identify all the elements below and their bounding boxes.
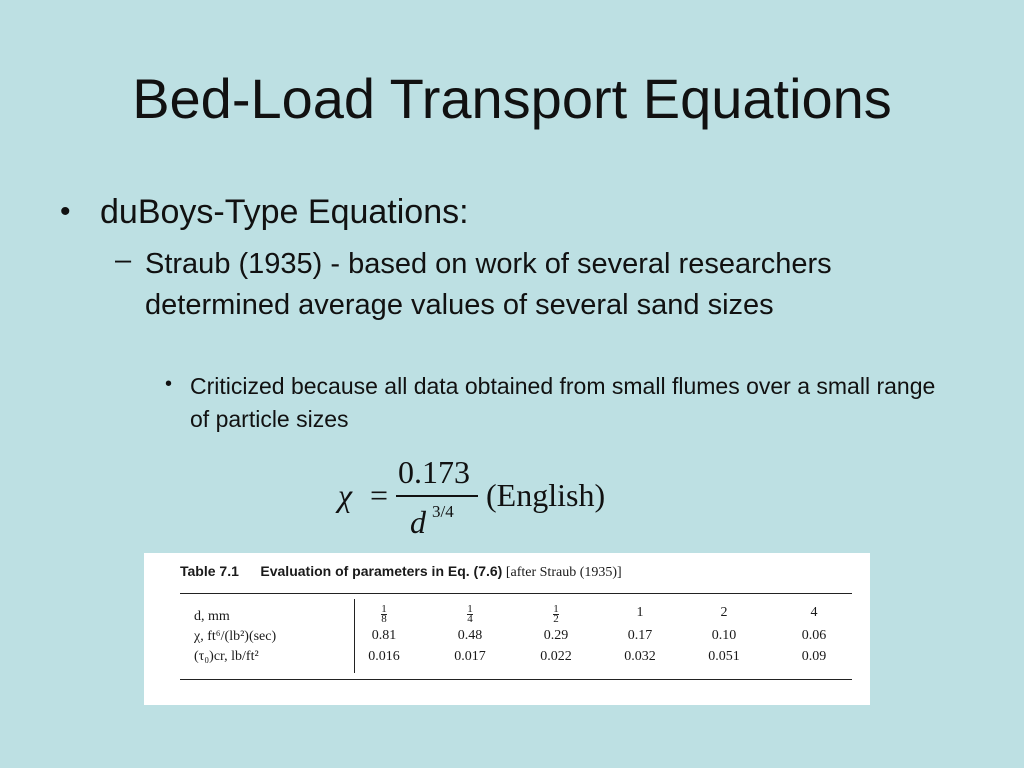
table-bottom-rule [180, 679, 852, 680]
equation-unit-note: (English) [486, 477, 606, 513]
equation-equals: = [370, 477, 389, 513]
cell-d: $\frac{1}{4}$ [467, 603, 473, 625]
row-label-tau: (τ₀)cr, lb/ft² [194, 649, 259, 664]
equation-denominator: d [410, 504, 426, 540]
bullet-level2-text: Straub (1935) - based on work of several researchers determined average values of several sand sizes [145, 248, 832, 321]
table-number: Table 7.1 [180, 563, 239, 579]
bullet-level1-text: duBoys-Type Equations: [100, 193, 469, 231]
equation-exponent: 3/4 [432, 502, 454, 521]
cell-chi: 0.10 [711, 628, 737, 643]
bullet-dash: – [115, 244, 132, 276]
bullet-dot: • [60, 195, 71, 228]
cell-d: 2 [720, 605, 728, 620]
cell-chi: 0.29 [543, 628, 569, 643]
cell-tau: 0.051 [708, 649, 740, 664]
cell-d: $\frac{1}{8}$ [381, 603, 387, 625]
cell-d: $\frac{1}{2}$ [553, 603, 559, 625]
cell-d: 1 [636, 605, 644, 620]
table-source: [after Straub (1935)] [505, 565, 622, 580]
bullet-level3-text: Criticized because all data obtained from small flumes over a small range of particle sizes [190, 373, 936, 432]
cell-d: 4 [810, 605, 818, 620]
cell-chi: 0.17 [627, 628, 653, 643]
slide-title: Bed-Load Transport Equations [132, 67, 892, 130]
fraction-bar [396, 495, 478, 497]
equation-numerator: 0.173 [398, 454, 470, 490]
straub-equation [330, 452, 650, 542]
row-label-d: d, mm [194, 609, 230, 624]
cell-chi: 0.81 [371, 628, 397, 643]
cell-tau: 0.016 [368, 649, 400, 664]
straub-parameter-table [144, 553, 870, 705]
cell-tau: 0.09 [801, 649, 827, 664]
cell-tau: 0.032 [624, 649, 656, 664]
row-label-chi: χ, ft⁶/(lb²)(sec) [194, 629, 277, 644]
table-top-rule [180, 593, 852, 594]
bullet-dot-small: • [165, 373, 173, 395]
cell-tau: 0.017 [454, 649, 486, 664]
equation-lhs: χ [338, 477, 353, 513]
table-caption-text: Evaluation of parameters in Eq. (7.6) [260, 563, 503, 579]
cell-tau: 0.022 [540, 649, 572, 664]
cell-chi: 0.06 [801, 628, 827, 643]
cell-chi: 0.48 [457, 628, 483, 643]
table-caption [180, 563, 622, 581]
